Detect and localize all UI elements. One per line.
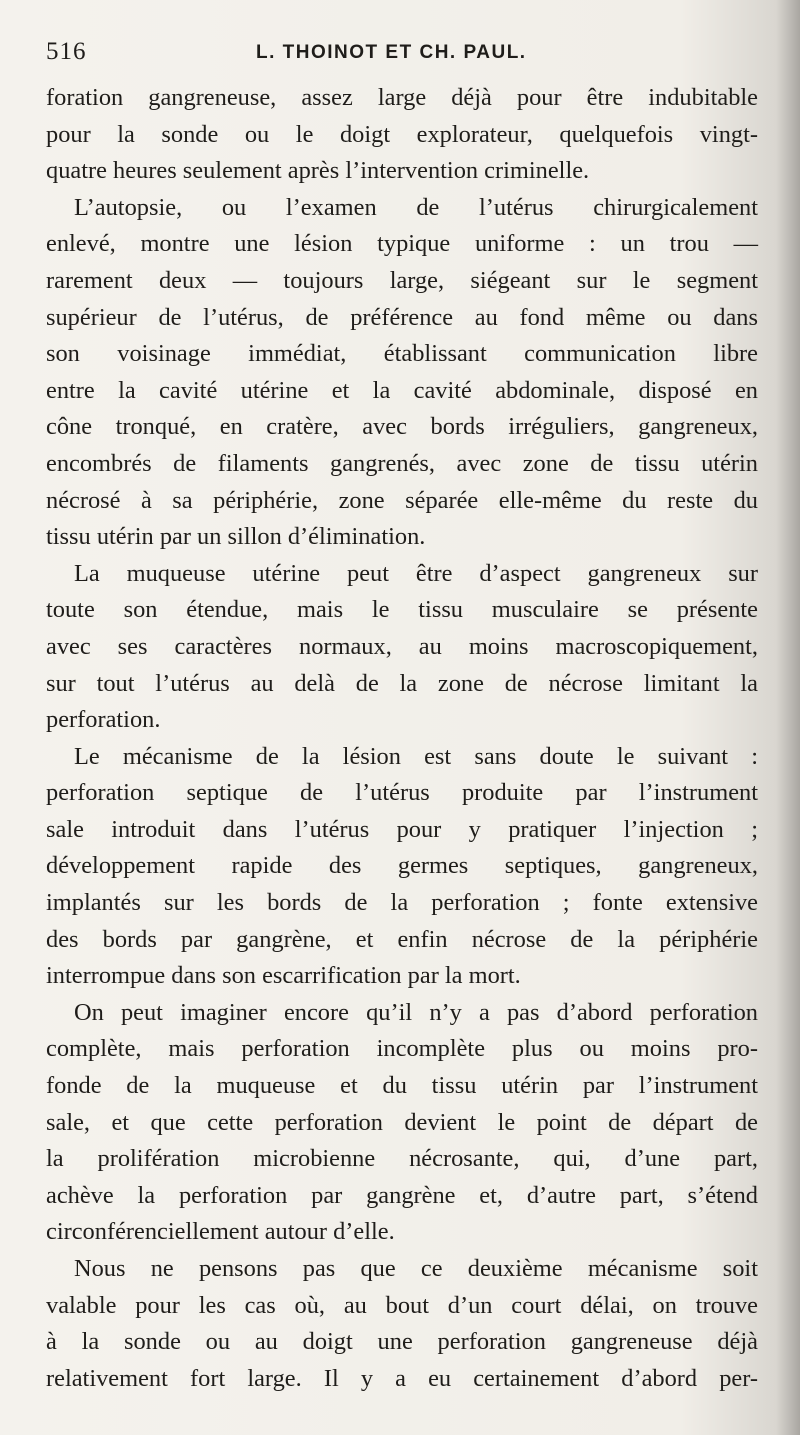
- text-line: sale introduit dans l’utérus pour y pratiquer l’injection ;: [46, 815, 758, 843]
- text-line: enlevé, montre une lésion typique uniforme : un trou —: [46, 230, 758, 258]
- text-line: Nous ne pensons pas que ce deuxième mécanisme soit: [74, 1255, 758, 1282]
- text-line: sur tout l’utérus au delà de la zone de nécrose limitant la: [46, 669, 758, 697]
- text-line: fonde de la muqueuse et du tissu utérin par l’instrument: [46, 1072, 758, 1100]
- text-line: pour la sonde ou le doigt explorateur, quelquefois vingt-: [46, 120, 758, 148]
- page-header: [46, 34, 760, 70]
- text-line: On peut imaginer encore qu’il n’y a pas d’abord perforation: [74, 998, 758, 1026]
- text-line: développement rapide des germes septiques, gangreneux,: [46, 852, 758, 880]
- text-line: son voisinage immédiat, établissant communication libre: [46, 340, 758, 368]
- text-line: nécrosé à sa périphérie, zone séparée elle-même du reste du: [46, 486, 758, 514]
- text-line: avec ses caractères normaux, au moins macroscopiquement,: [46, 632, 758, 660]
- running-head: L. THOINOT ET CH. PAUL.: [256, 42, 527, 63]
- text-line: interrompue dans son escarrification par la mort.: [46, 962, 521, 990]
- text-line: relativement fort large. Il y a eu certainement d’abord per-: [46, 1364, 758, 1392]
- text-line: rarement deux — toujours large, siégeant sur le segment: [46, 266, 758, 294]
- text-line: toute son étendue, mais le tissu musculaire se présente: [46, 596, 758, 624]
- text-line: des bords par gangrène, et enfin nécrose de la périphérie: [46, 925, 758, 953]
- text-line: tissu utérin par un sillon d’élimination.: [46, 523, 426, 551]
- text-line: supérieur de l’utérus, de préférence au fond même ou dans: [46, 303, 758, 331]
- body-text: [46, 80, 758, 1397]
- text-line: achève la perforation par gangrène et, d’autre part, s’étend: [46, 1181, 758, 1209]
- text-line: L’autopsie, ou l’examen de l’utérus chirurgicalement: [74, 193, 758, 221]
- text-line: Le mécanisme de la lésion est sans doute le suivant :: [74, 742, 758, 770]
- text-line: valable pour les cas où, au bout d’un court délai, on trouve: [46, 1291, 758, 1319]
- text-line: quatre heures seulement après l’intervention criminelle.: [46, 157, 590, 185]
- text-line: foration gangreneuse, assez large déjà pour être indubitable: [46, 84, 758, 111]
- text-line: sale, et que cette perforation devient le point de départ de: [46, 1108, 758, 1136]
- text-line: perforation.: [46, 706, 161, 734]
- text-line: La muqueuse utérine peut être d’aspect gangreneux sur: [74, 559, 758, 587]
- text-line: implantés sur les bords de la perforation ; fonte extensive: [46, 889, 758, 917]
- text-line: cône tronqué, en cratère, avec bords irréguliers, gangreneux,: [46, 413, 758, 441]
- page-number: 516: [46, 38, 87, 65]
- text-line: à la sonde ou au doigt une perforation gangreneuse déjà: [46, 1328, 758, 1356]
- text-line: entre la cavité utérine et la cavité abdominale, disposé en: [46, 376, 758, 404]
- text-line: la prolifération microbienne nécrosante, qui, d’une part,: [46, 1145, 758, 1173]
- text-line: complète, mais perforation incomplète plus ou moins pro-: [46, 1035, 758, 1063]
- text-line: encombrés de filaments gangrenés, avec zone de tissu utérin: [46, 449, 758, 477]
- text-line: perforation septique de l’utérus produite par l’instrument: [46, 779, 758, 807]
- text-line: circonférenciellement autour d’elle.: [46, 1218, 395, 1246]
